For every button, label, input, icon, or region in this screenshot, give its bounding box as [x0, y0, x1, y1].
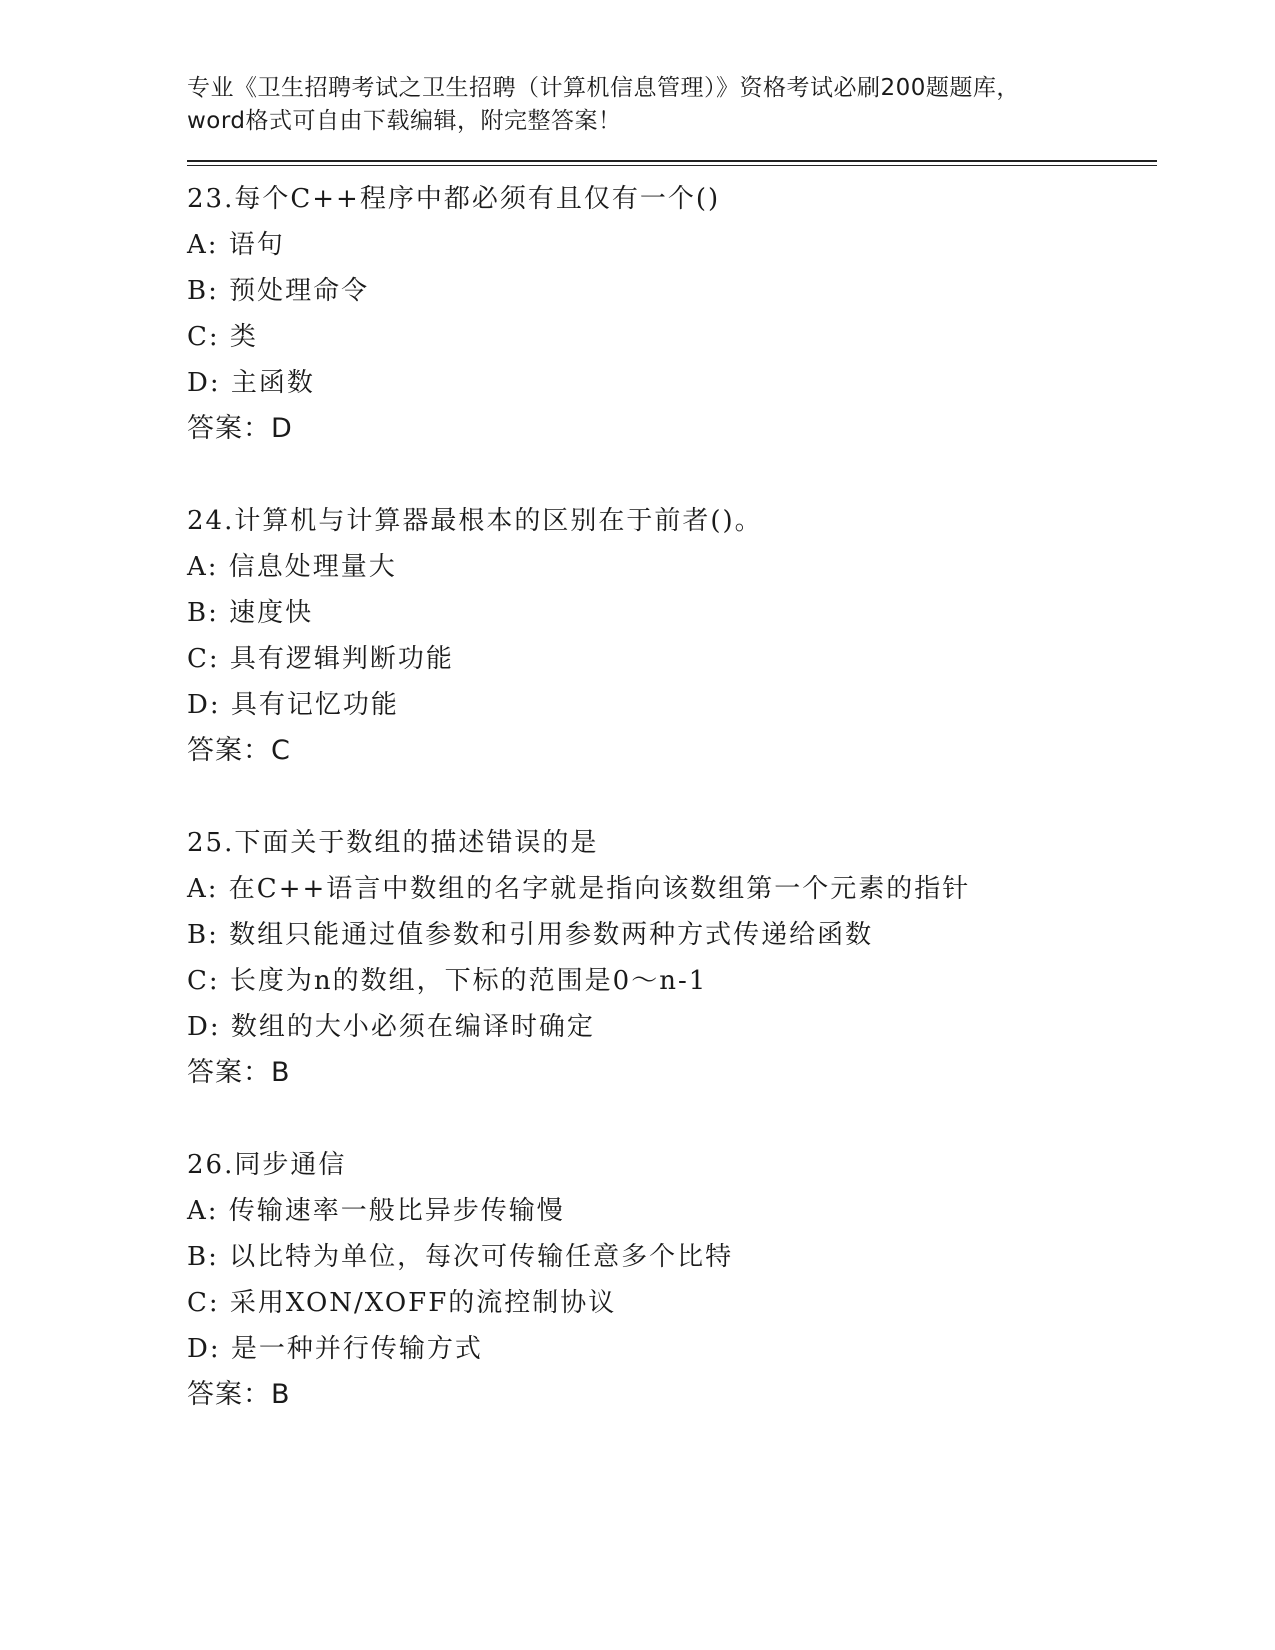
option-a: A: 信息处理量大 [187, 552, 397, 582]
question-stem: 23.每个C++程序中都必须有且仅有一个() [187, 184, 721, 214]
option-c: C: 类 [187, 322, 258, 352]
option-b: B: 以比特为单位，每次可传输任意多个比特 [187, 1242, 734, 1272]
document-header [187, 72, 1157, 138]
answer-label: 答案：B [187, 1057, 291, 1088]
question-stem: 25.下面关于数组的描述错误的是 [187, 828, 599, 858]
answer-label: 答案：C [187, 735, 291, 766]
question-list [187, 176, 1157, 1418]
option-c: C: 具有逻辑判断功能 [187, 644, 454, 674]
header-line-2: word格式可自由下载编辑，附完整答案！ [187, 108, 622, 134]
question-26 [187, 1142, 1157, 1418]
option-a: A: 在C++语言中数组的名字就是指向该数组第一个元素的指针 [187, 874, 971, 904]
question-23 [187, 176, 1157, 452]
option-b: B: 预处理命令 [187, 276, 370, 306]
header-divider [187, 160, 1157, 166]
document-page [187, 72, 1157, 1464]
question-25 [187, 820, 1157, 1096]
option-c: C: 长度为n的数组，下标的范围是0～n-1 [187, 966, 708, 996]
question-stem: 24.计算机与计算器最根本的区别在于前者()。 [187, 506, 763, 536]
option-d: D: 具有记忆功能 [187, 690, 399, 720]
option-a: A: 传输速率一般比异步传输慢 [187, 1196, 565, 1226]
answer-label: 答案：B [187, 1379, 291, 1410]
option-c: C: 采用XON/XOFF的流控制协议 [187, 1288, 617, 1318]
header-line-1: 专业《卫生招聘考试之卫生招聘（计算机信息管理）》资格考试必刷200题题库， [187, 75, 1020, 101]
option-a: A: 语句 [187, 230, 285, 260]
option-d: D: 数组的大小必须在编译时确定 [187, 1012, 595, 1042]
option-b: B: 速度快 [187, 598, 314, 628]
question-24 [187, 498, 1157, 774]
option-b: B: 数组只能通过值参数和引用参数两种方式传递给函数 [187, 920, 874, 950]
option-d: D: 主函数 [187, 368, 315, 398]
answer-label: 答案：D [187, 413, 293, 444]
option-d: D: 是一种并行传输方式 [187, 1334, 483, 1364]
question-stem: 26.同步通信 [187, 1150, 347, 1180]
